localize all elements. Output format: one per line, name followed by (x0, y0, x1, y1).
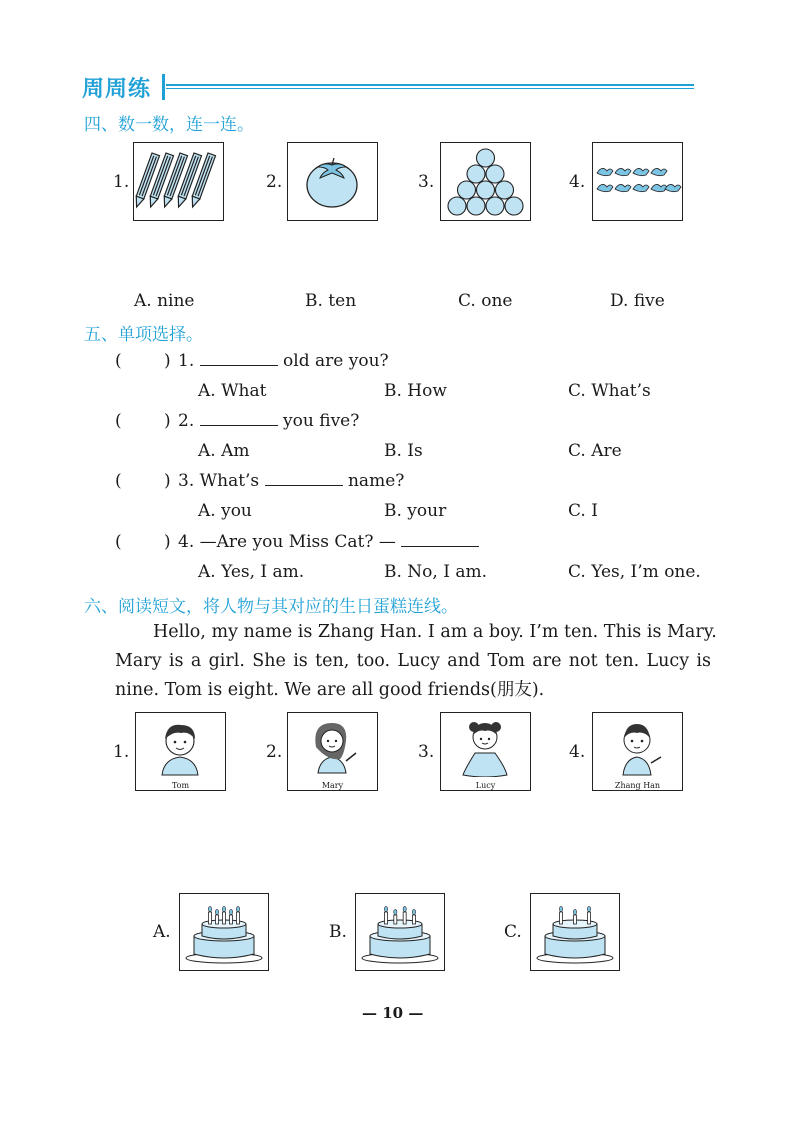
cake-candle (223, 912, 226, 924)
answer-paren-open: ( (115, 411, 122, 431)
cake-label: A. (153, 922, 171, 942)
picture-box (440, 142, 531, 221)
person-number: 1. (113, 742, 130, 762)
question-text: you five? (283, 411, 360, 431)
person-card[interactable] (592, 712, 683, 791)
cake-card[interactable] (355, 893, 445, 971)
girl-waving-icon (288, 713, 377, 777)
choice-a: A. you (198, 501, 252, 521)
answer-paren-open: ( (115, 532, 122, 552)
question-number: 1. (178, 351, 195, 371)
person-name: Tom (171, 781, 190, 790)
choice-a: A. What (198, 381, 267, 401)
person-number: 2. (266, 742, 283, 762)
question-1 (178, 351, 389, 371)
answer-paren-open: ( (115, 471, 122, 491)
choice-c: C. What’s (568, 381, 651, 401)
person-name: Zhang Han (614, 781, 661, 790)
cake-candle (588, 912, 591, 924)
question-number: 3. (178, 471, 195, 491)
person-card[interactable] (135, 712, 226, 791)
page-number: — 10 — (362, 1004, 424, 1022)
section5-heading: 五、单项选择。 (84, 325, 203, 345)
cake-card[interactable] (530, 893, 620, 971)
choice-c: C. Are (568, 441, 622, 461)
picture-box (592, 142, 683, 221)
choice-b: B. How (384, 381, 447, 401)
candle-flame (394, 909, 397, 914)
boy-portrait-icon (136, 713, 225, 777)
question-text: old are you? (283, 351, 389, 371)
person-number: 3. (418, 742, 435, 762)
candle-flame (412, 909, 415, 914)
candle-flame (215, 909, 218, 914)
answer-paren-open: ( (115, 351, 122, 371)
option-b: B. ten (305, 291, 357, 311)
section4-heading: 四、数一数，连一连。 (84, 115, 254, 135)
candle-flame (587, 906, 590, 911)
person-card[interactable] (287, 712, 378, 791)
picture-box (287, 142, 378, 221)
tomato-icon (288, 143, 377, 220)
birthday-cake-icon (180, 894, 268, 970)
option-d: D. five (610, 291, 665, 311)
question-3 (178, 471, 404, 491)
cake-label: B. (329, 922, 347, 942)
passage-line: Mary is a girl. She is ten, too. Lucy and Tom are not ten. Lucy is (115, 651, 711, 671)
nine-birds-icon (593, 143, 682, 220)
cake-label: C. (504, 922, 522, 942)
candle-flame (559, 906, 562, 911)
choice-b: B. No, I am. (384, 562, 487, 582)
choice-c: C. I (568, 501, 598, 521)
cake-candle (574, 915, 577, 924)
cake-candle (216, 915, 219, 924)
cake-candle (230, 915, 233, 924)
picture-number: 4. (569, 172, 586, 192)
person-number: 4. (569, 742, 586, 762)
answer-blank[interactable] (200, 351, 278, 366)
question-text: name? (347, 471, 405, 491)
boy-waving-icon (593, 713, 682, 777)
candle-flame (403, 906, 406, 911)
candle-flame (208, 906, 211, 911)
answer-blank[interactable] (265, 471, 343, 486)
question-2 (178, 411, 359, 431)
option-a: A. nine (134, 291, 195, 311)
cake-card[interactable] (179, 893, 269, 971)
section6-heading: 六、阅读短文，将人物与其对应的生日蛋糕连线。 (84, 597, 458, 617)
question-text-pre: What’s (199, 471, 260, 491)
question-4 (178, 532, 479, 552)
passage-line: nine. Tom is eight. We are all good friends(朋友). (115, 680, 545, 700)
choice-a: A. Yes, I am. (198, 562, 305, 582)
picture-number: 3. (418, 172, 435, 192)
picture-number: 1. (113, 172, 130, 192)
question-number: 2. (178, 411, 195, 431)
birthday-cake-icon (356, 894, 444, 970)
person-card[interactable] (440, 712, 531, 791)
candle-flame (229, 909, 232, 914)
cake-candle (413, 915, 416, 924)
passage-line: Hello, my name is Zhang Han. I am a boy. I’m ten. This is Mary. (153, 622, 717, 642)
answer-paren-close: ) (164, 351, 171, 371)
picture-box (133, 142, 224, 221)
cake-candle (403, 912, 406, 924)
ten-balls-icon (441, 143, 530, 220)
cake-candle (394, 915, 397, 924)
birthday-cake-icon (531, 894, 619, 970)
answer-blank[interactable] (401, 532, 479, 547)
five-pencils-icon (134, 143, 223, 220)
choice-a: A. Am (198, 441, 250, 461)
candle-flame (384, 906, 387, 911)
cake-candle (209, 912, 212, 924)
choice-b: B. Is (384, 441, 423, 461)
question-number: 4. (178, 532, 195, 552)
candle-flame (236, 906, 239, 911)
page-title: 周周练 (82, 77, 152, 102)
cake-candle (237, 912, 240, 924)
choice-c: C. Yes, I’m one. (568, 562, 701, 582)
answer-paren-close: ) (164, 471, 171, 491)
candle-flame (573, 909, 576, 914)
girl-in-dress-icon (441, 713, 530, 777)
cake-candle (385, 912, 388, 924)
header-divider (162, 74, 165, 100)
person-name: Lucy (475, 781, 496, 790)
header-rule-thin (166, 88, 694, 89)
picture-number: 2. (266, 172, 283, 192)
candle-flame (222, 906, 225, 911)
cake-candle (560, 912, 563, 924)
header-rule (166, 84, 694, 86)
answer-paren-close: ) (164, 411, 171, 431)
choice-b: B. your (384, 501, 447, 521)
person-name: Mary (321, 781, 344, 790)
answer-blank[interactable] (200, 411, 278, 426)
question-text-pre: —Are you Miss Cat? — (199, 532, 396, 552)
option-c: C. one (458, 291, 513, 311)
answer-paren-close: ) (164, 532, 171, 552)
